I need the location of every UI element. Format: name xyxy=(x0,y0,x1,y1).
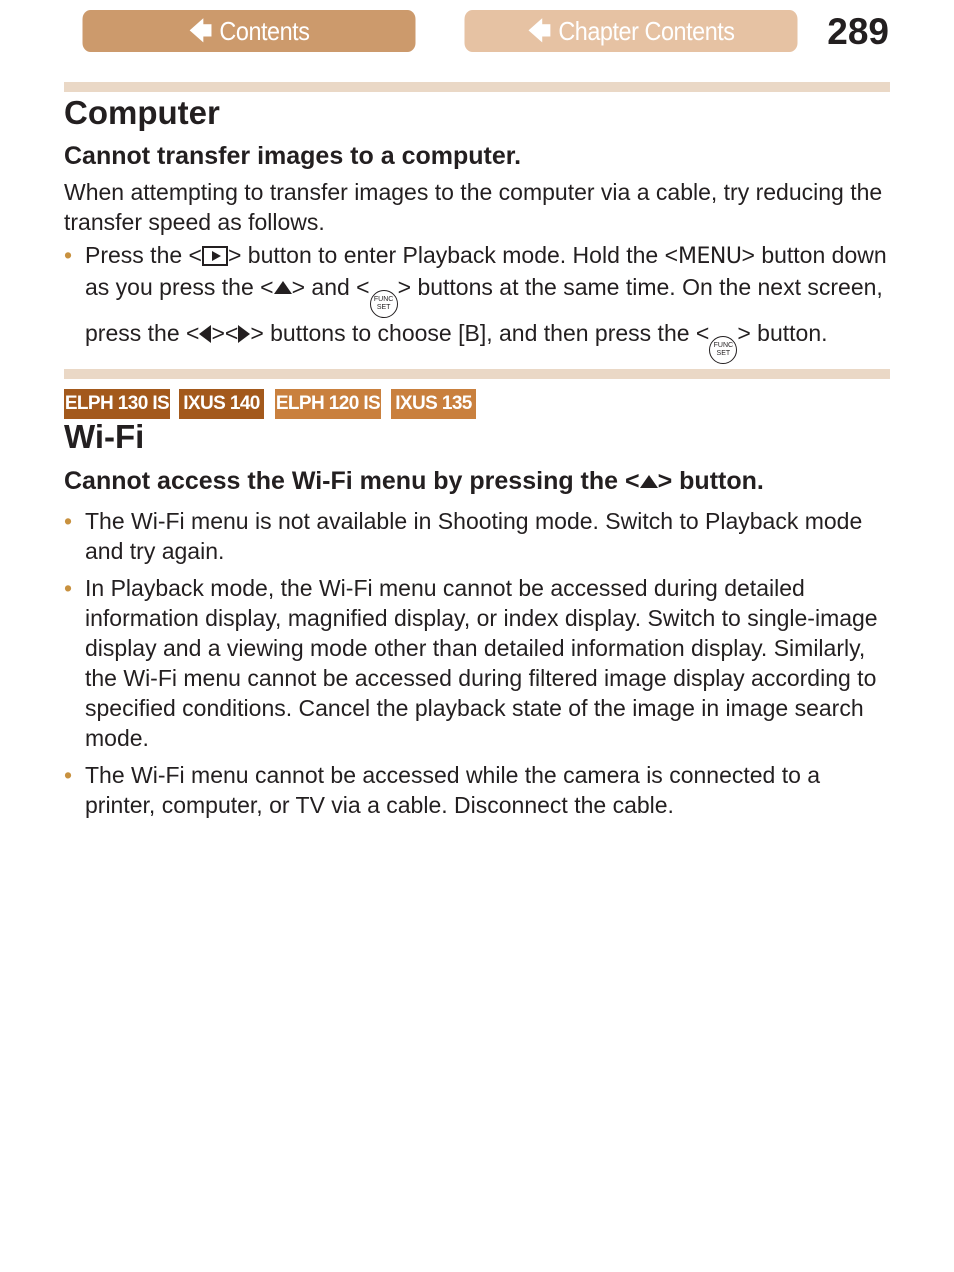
left-arrow-icon xyxy=(199,325,211,343)
func-label: FUNC xyxy=(373,296,394,303)
subhead-wifi-menu xyxy=(64,467,764,496)
bullet-text: > button. xyxy=(737,320,828,346)
left-arrow-icon: 🡄 xyxy=(188,16,213,46)
bullet-dot-icon: • xyxy=(64,508,73,534)
func-label: FUNC xyxy=(713,342,734,349)
bullet-text: The Wi-Fi menu is not available in Shooting mode. Switch to Playback mode and try again. xyxy=(85,508,863,564)
bullet-dot-icon: • xyxy=(64,575,73,601)
subhead-computer-transfer: Cannot transfer images to a computer. xyxy=(64,142,522,170)
chapter-contents-nav-button[interactable] xyxy=(465,10,798,52)
section-divider xyxy=(64,369,890,379)
subhead-text: > button. xyxy=(657,467,764,495)
bullet-text: >< xyxy=(211,320,239,346)
subhead-text: Cannot access the Wi-Fi menu by pressing the < xyxy=(64,467,640,495)
bullet-text: In Playback mode, the Wi-Fi menu cannot be accessed during detailed information display, magnified display, or index display. Switch to single-image display and a viewing mode other than detailed information display. Similarly, the Wi-Fi menu cannot be accessed during filtered image display according to specified conditions. Cancel the playback state of the image in image search mode. xyxy=(85,575,878,751)
menu-button-glyph: MENU xyxy=(678,244,742,269)
section-divider xyxy=(64,82,890,92)
section-title-computer: Computer xyxy=(64,94,220,131)
model-tag: IXUS 140 xyxy=(179,389,264,419)
bullet-text: > and < xyxy=(291,274,370,300)
right-arrow-icon xyxy=(238,325,250,343)
bullet-text: > button to enter Playback mode. Hold the < xyxy=(227,242,679,268)
page-number: 289 xyxy=(827,11,889,52)
computer-bullet-item xyxy=(64,240,892,364)
model-tag: ELPH 130 IS xyxy=(64,389,170,419)
wifi-bullet-item xyxy=(64,506,892,566)
playback-button-icon xyxy=(202,246,228,266)
up-arrow-icon xyxy=(640,475,658,488)
chapter-contents-nav-label: Chapter Contents xyxy=(558,15,735,46)
bullet-text: > button down as you press the < xyxy=(85,242,887,300)
contents-nav-button[interactable] xyxy=(83,10,416,52)
bullet-text: The Wi-Fi menu cannot be accessed while the camera is connected to a printer, computer, or TV via a cable. Disconnect the cable. xyxy=(85,762,821,818)
model-tag: IXUS 135 xyxy=(391,389,476,419)
bullet-dot-icon: • xyxy=(64,762,73,788)
left-arrow-icon: 🡄 xyxy=(527,16,552,46)
up-arrow-icon xyxy=(274,281,292,294)
func-set-button-icon xyxy=(709,336,737,364)
bullet-text: > buttons at the same time. On the next screen, press the < xyxy=(85,274,883,346)
bullet-text: Press the < xyxy=(85,242,202,268)
bullet-dot-icon: • xyxy=(64,242,73,268)
model-tag: ELPH 120 IS xyxy=(275,389,381,419)
set-label: SET xyxy=(716,350,731,357)
section-title-wifi: Wi-Fi xyxy=(64,418,145,455)
computer-intro-text: When attempting to transfer images to the computer via a cable, try reducing the transfer speed as follows. xyxy=(64,179,883,235)
func-set-button-icon xyxy=(370,290,398,318)
bullet-text: > buttons to choose [B], and then press the < xyxy=(250,320,710,346)
wifi-bullet-item xyxy=(64,760,892,820)
set-label: SET xyxy=(376,304,391,311)
contents-nav-label: Contents xyxy=(219,15,310,46)
wifi-bullet-item xyxy=(64,573,892,753)
